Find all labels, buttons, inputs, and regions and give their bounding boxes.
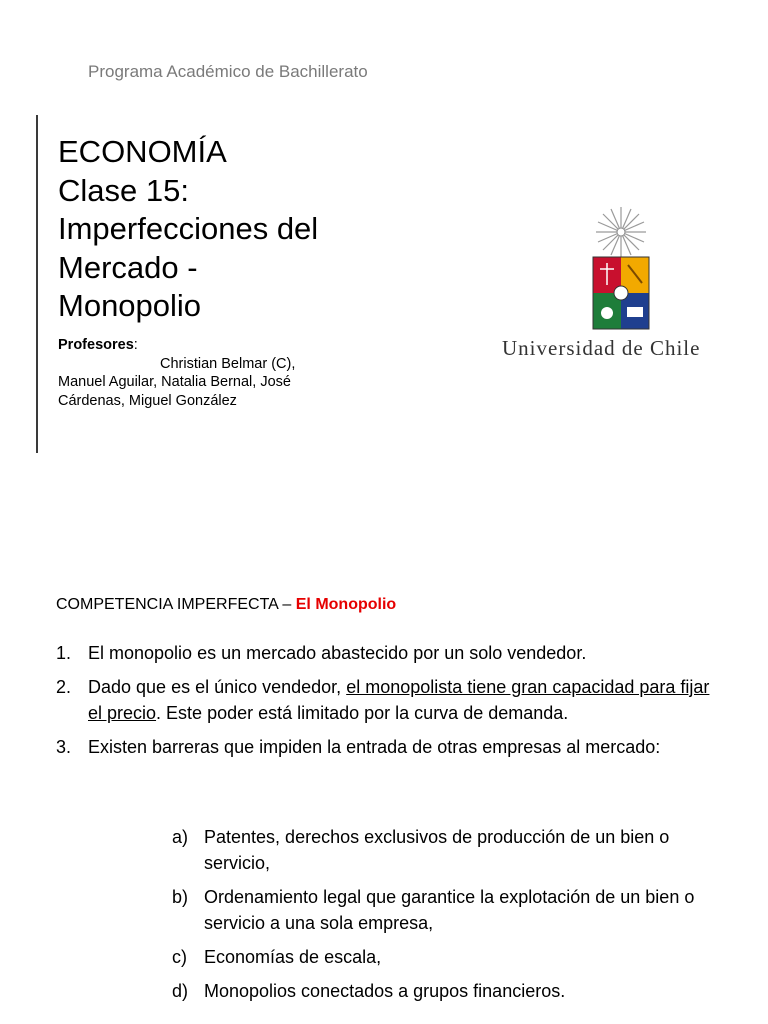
list-number: 3.	[56, 737, 72, 757]
professors-colon: :	[133, 337, 138, 353]
sub-text: Patentes, derechos exclusivos de producción de un bien o servicio,	[204, 827, 670, 873]
list-item	[56, 640, 716, 666]
sub-list	[172, 824, 712, 1012]
content-slide	[0, 512, 768, 1024]
shield-icon	[593, 257, 649, 329]
professors	[58, 336, 348, 410]
sub-label: c)	[172, 947, 187, 967]
professors-line2: Manuel Aguilar, Natalia Bernal, José Cárdenas, Miguel González	[58, 374, 291, 409]
slide-heading	[56, 596, 396, 614]
program-name: Programa Académico de Bachillerato	[88, 62, 368, 81]
sub-list-item	[172, 978, 712, 1004]
professors-line1: Christian Belmar (C),	[160, 355, 296, 372]
title-line: ECONOMÍA	[58, 134, 227, 169]
list-text: Existen barreras que impiden la entrada de otras empresas al mercado:	[88, 737, 661, 757]
sub-label: b)	[172, 887, 189, 907]
list-number: 1.	[56, 643, 72, 663]
title-line: Monopolio	[58, 288, 202, 323]
sub-list-item	[172, 824, 712, 876]
list-number: 2.	[56, 677, 72, 697]
title-line: Clase 15:	[58, 172, 189, 208]
sub-label: d)	[172, 981, 189, 1001]
heading-main: COMPETENCIA IMPERFECTA –	[56, 596, 296, 613]
university-name: Universidad de Chile	[502, 336, 701, 360]
sub-text: Economías de escala,	[204, 947, 382, 967]
numbered-list	[56, 640, 716, 768]
list-text: El monopolio es un mercado abastecido por un solo vendedor.	[88, 643, 587, 663]
underlined-text: el monopolista tiene gran capacidad para fijar el precio	[88, 677, 710, 723]
sub-list-item	[172, 884, 712, 936]
professors-label: Profesores	[58, 337, 134, 353]
title-line: Imperfecciones del	[58, 211, 319, 246]
sub-text: Ordenamiento legal que garantice la explotación de un bien o servicio a una sola empresa,	[204, 887, 695, 933]
sub-text: Monopolios conectados a grupos financieros.	[204, 981, 566, 1001]
sub-list-item	[172, 944, 712, 970]
list-text: . Este poder está limitado por la curva de demanda.	[156, 703, 569, 723]
vertical-divider	[36, 115, 38, 453]
list-item	[56, 734, 716, 760]
sub-label: a)	[172, 827, 189, 847]
list-item	[56, 674, 716, 726]
title-line: Mercado -	[58, 249, 198, 285]
slide-title	[58, 133, 358, 326]
list-text: Dado que es el único vendedor,	[88, 677, 347, 697]
heading-highlight: El Monopolio	[295, 596, 397, 613]
